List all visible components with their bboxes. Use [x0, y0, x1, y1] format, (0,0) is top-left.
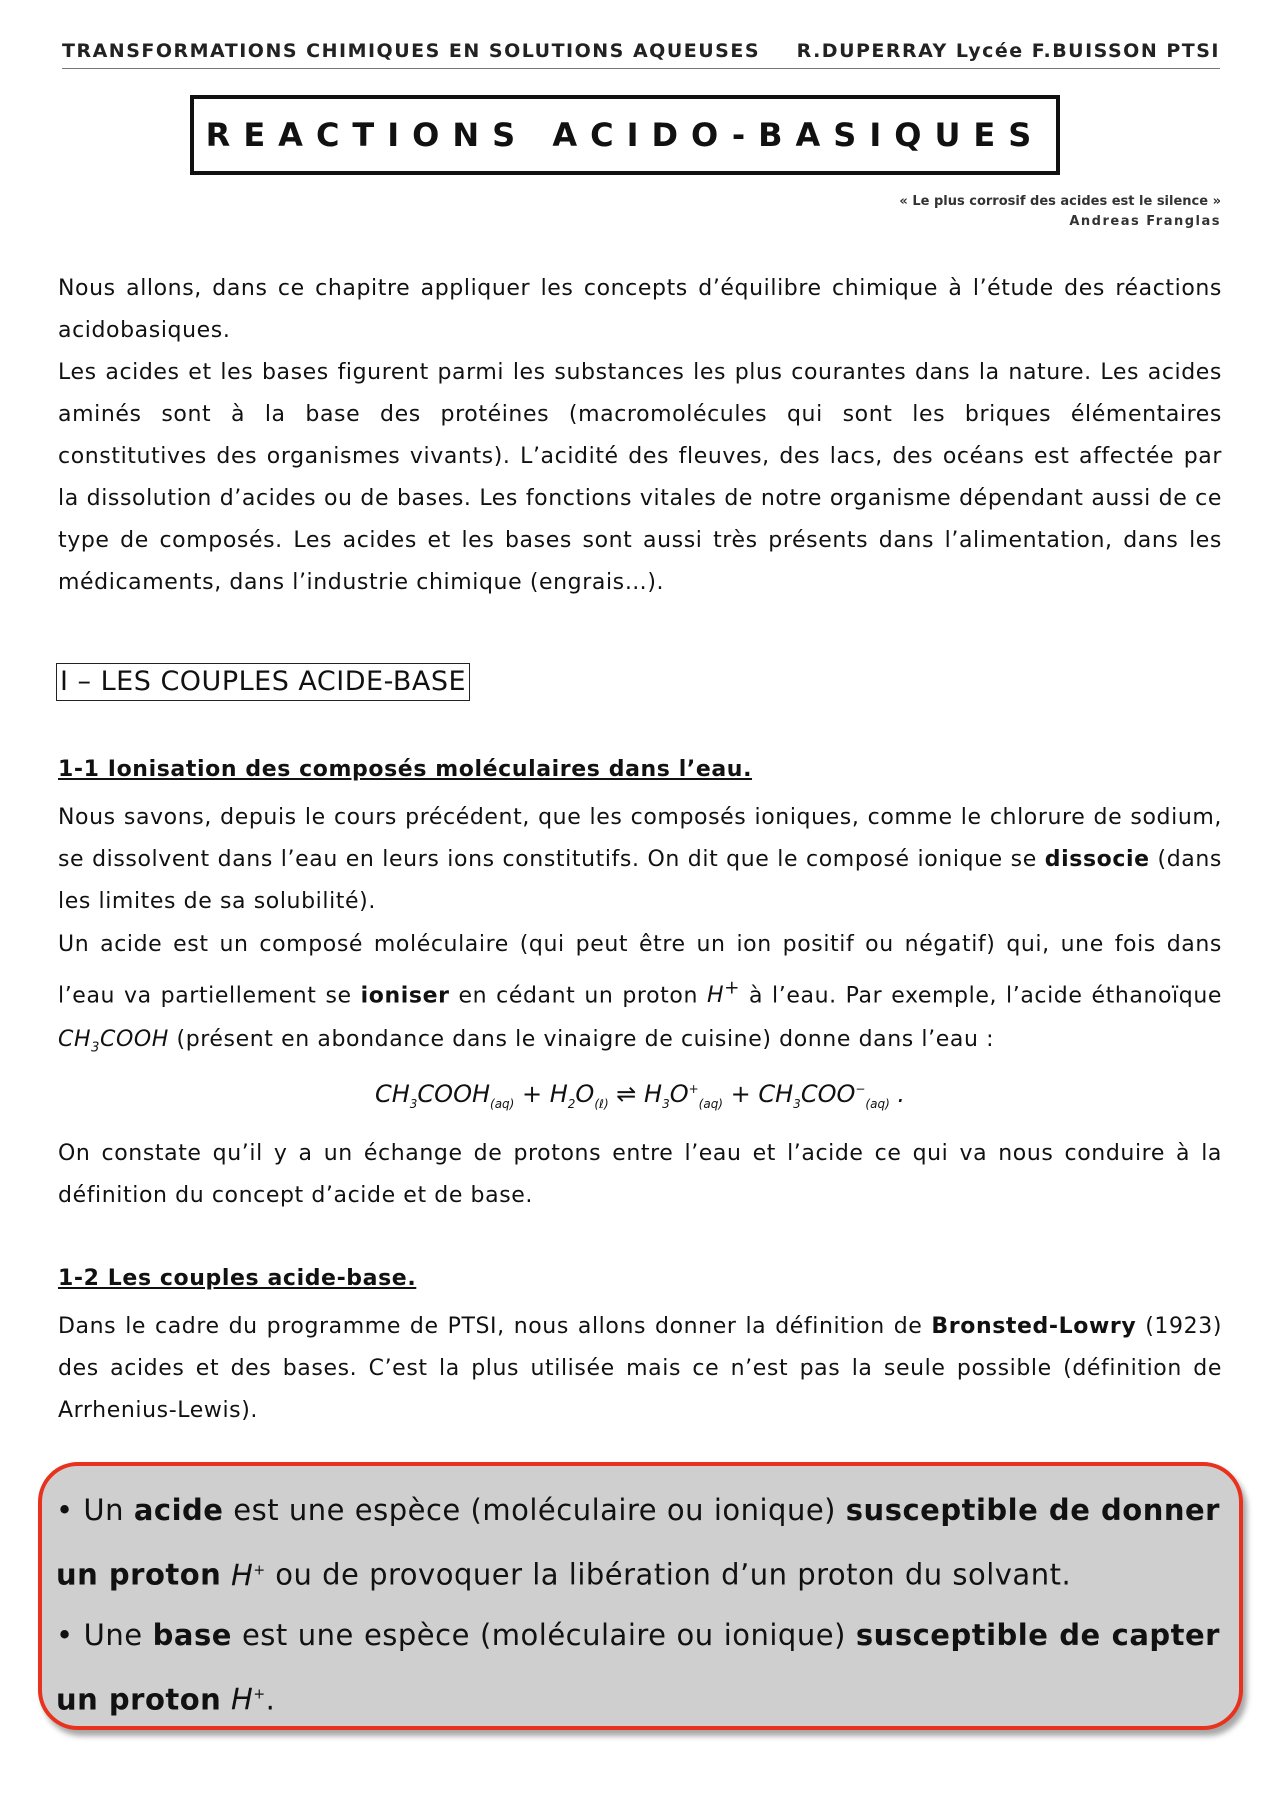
header-author: R.DUPERRAY Lycée F.BUISSON PTSI: [796, 40, 1220, 62]
base-definition: • Une base est une espèce (moléculaire ou ionique) susceptible de capter un proton H+.: [56, 1617, 1220, 1717]
formula-proton: H+: [231, 1557, 266, 1592]
intro-section: [58, 268, 1222, 604]
term-ioniser: ioniser: [360, 983, 450, 1009]
paragraph: Dans le cadre du programme de PTSI, nous allons donner la définition de Bronsted-Lowry (1923) des acides et des bases. C’est la plus utilisée mais ce n’est pas la seule possible (définition de Arrhenius-Lewis).: [58, 1314, 1223, 1423]
header-course-title: TRANSFORMATIONS CHIMIQUES EN SOLUTIONS AQUEUSES: [62, 40, 761, 62]
definition-text: [56, 1480, 1220, 1729]
formula-proton: H+: [706, 978, 741, 1009]
subsection-1-1-text: [58, 797, 1222, 1071]
subsection-1-2-text: [58, 1306, 1222, 1432]
running-header: [62, 40, 1220, 69]
paragraph: Un acide est un composé moléculaire (qui peut être un ion positif ou négatif) qui, une fois dans l’eau va partiellement se ioniser en cédant un proton H+ à l’eau. Par exemple, l’acide éthanoïque $CH_3COOH$ (présent en abondance dans le vinaigre de cuisine) donne dans l’eau :: [58, 932, 1222, 1056]
term-dissocie: dissocie: [1044, 847, 1150, 872]
paragraph: Nous savons, depuis le cours précédent, que les composés ioniques, comme le chlorure de sodium, se dissolvent dans l’eau en leurs ions constitutifs. On dit que le composé ionique se dissocie (dans les limites de sa solubilité).: [58, 805, 1222, 914]
term-bronsted-lowry: Bronsted-Lowry: [931, 1314, 1137, 1339]
formula-proton: H+: [231, 1682, 266, 1717]
formula-ethanoic-acid: $CH_3COOH$: [58, 1027, 169, 1056]
epigraph-author: Andreas Franglas: [1069, 214, 1221, 229]
epigraph-quote: « Le plus corrosif des acides est le silence »: [899, 194, 1221, 209]
chapter-title: REACTIONS ACIDO-BASIQUES: [190, 95, 1060, 175]
epigraph: [899, 192, 1221, 232]
intro-paragraph-2: Les acides et les bases figurent parmi les substances les plus courantes dans la nature. Les acides aminés sont à la base des protéines (macromolécules qui sont les briques élémentaires constitutives des organismes vivants). L’acidité des fleuves, des lacs, des océans est affectée par la dissolution d’acides ou de bases. Les fonctions vitales de notre organisme dépendant aussi de ce type de composés. Les acides et les bases sont aussi très présents dans l’alimentation, dans les médicaments, dans l’industrie chimique (engrais…).: [58, 360, 1222, 595]
intro-paragraph-1: Nous allons, dans ce chapitre appliquer les concepts d’équilibre chimique à l’étude des réactions acidobasiques.: [58, 276, 1222, 343]
subsection-heading-1-1: 1-1 Ionisation des composés moléculaires dans l’eau.: [58, 757, 753, 782]
subsection-heading-1-2: 1-2 Les couples acide-base.: [58, 1266, 417, 1291]
subsection-1-1-conclusion: [58, 1133, 1222, 1217]
paragraph: On constate qu’il y a un échange de protons entre l’eau et l’acide ce qui va nous conduire à la définition du concept d’acide et de base.: [58, 1141, 1222, 1208]
section-heading: I – LES COUPLES ACIDE-BASE: [56, 663, 470, 701]
acid-definition: • Un acide est une espèce (moléculaire ou ionique) susceptible de donner un proton H+ ou de provoquer la libération d’un proton du solvant.: [56, 1493, 1220, 1592]
ionisation-equation: $CH_3COOH_{(aq)} + H_2O_{(\ell)}$ ⇌ $H_3O^+_{(aq)} + CH_3COO^-_{(aq)}$ .: [374, 1080, 906, 1111]
